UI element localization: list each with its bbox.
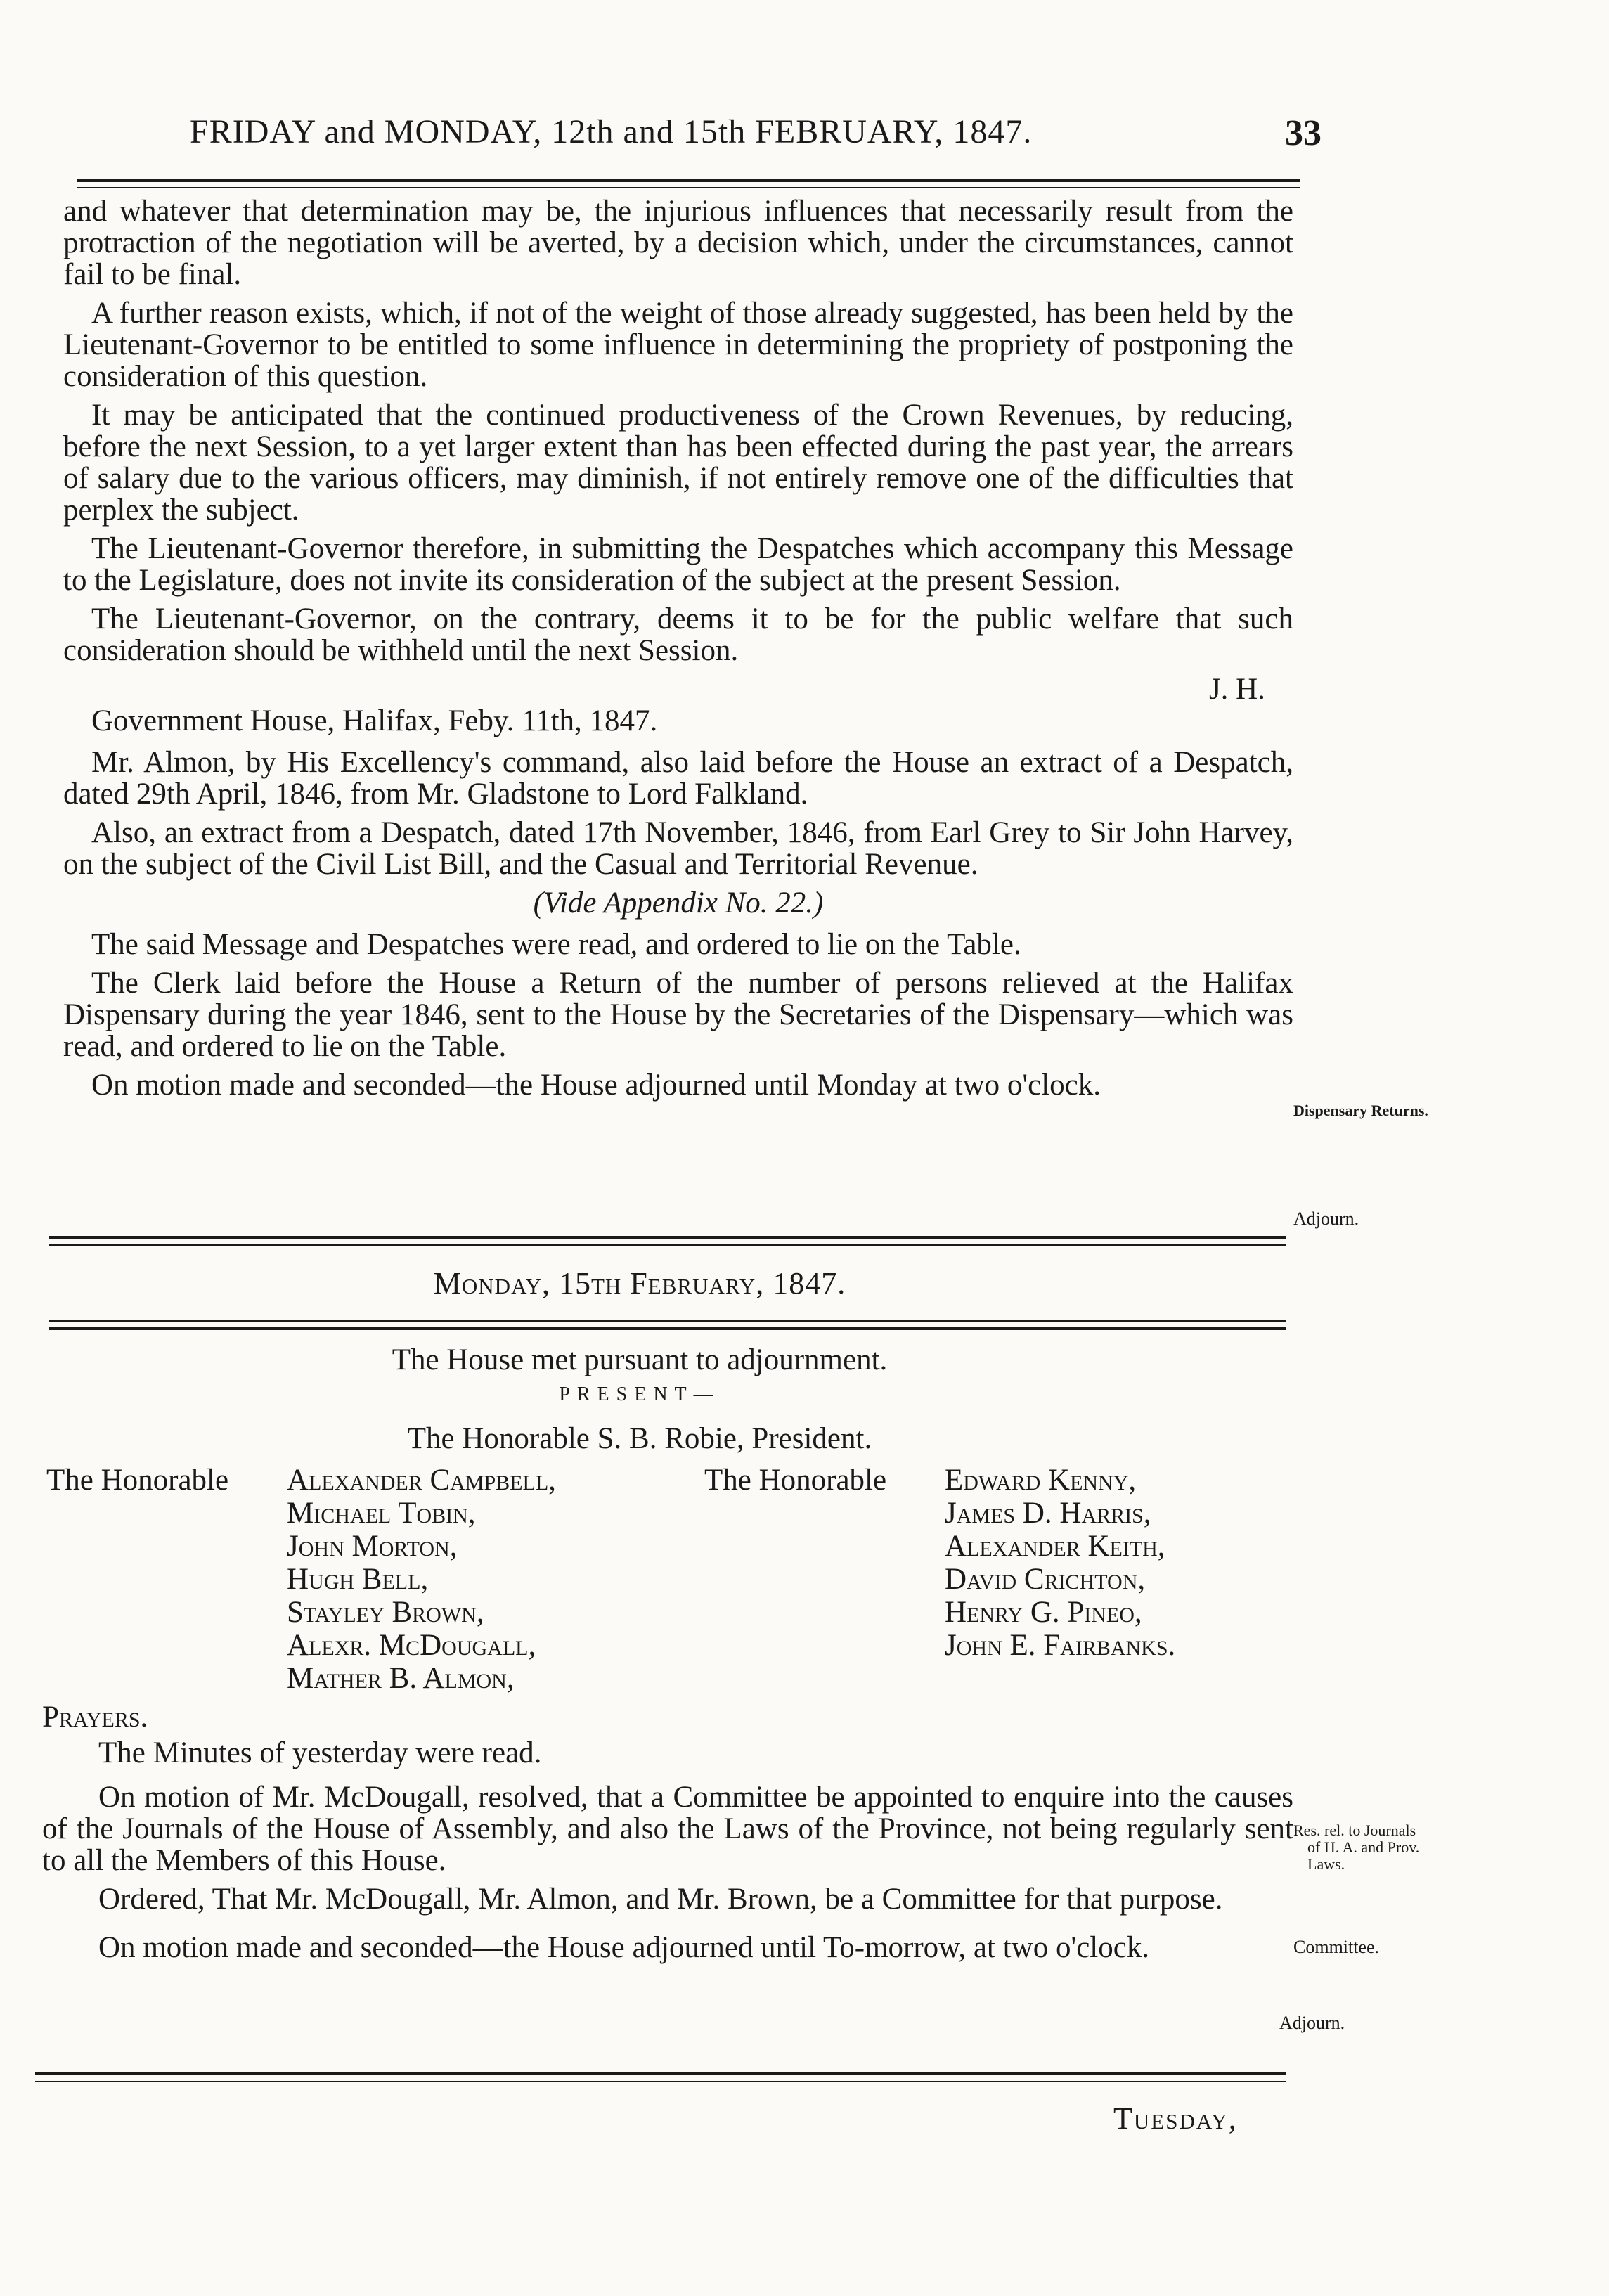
government-house-line: Government House, Halifax, Feby. 11th, 1847. xyxy=(91,704,658,737)
member-name: Alexr. McDougall, xyxy=(287,1629,536,1662)
members-right-column xyxy=(945,1464,1175,1662)
member-name: James D. Harris, xyxy=(945,1497,1151,1530)
prayers-line: Prayers. xyxy=(42,1701,148,1734)
paragraph: A further reason exists, which, if not of the weight of those already suggested, has been held by the Lieutenant-Governor to be entitled to some influence in determining the propriety of postponing the consideration of this question. xyxy=(63,297,1293,393)
house-met-line: The House met pursuant to adjournment. xyxy=(392,1343,888,1376)
margin-note-resolution xyxy=(1293,1822,1419,1873)
paragraph: The Lieutenant-Governor, on the contrary, deems it to be for the public welfare that such consideration should be withheld until the next Session. xyxy=(63,602,1293,667)
member-name: Mather B. Almon, xyxy=(287,1662,515,1695)
paragraph: The Minutes of yesterday were read. xyxy=(98,1736,542,1769)
margin-note-adjourn: Adjourn. xyxy=(1279,2013,1345,2033)
catchword: Tuesday, xyxy=(1113,2101,1238,2136)
member-name: Hugh Bell, xyxy=(287,1563,429,1596)
monday-heading: Monday, 15th February, 1847. xyxy=(433,1266,846,1301)
member-name: Edward Kenny, xyxy=(945,1464,1137,1497)
section-rule-thin xyxy=(49,1244,1286,1246)
section-rule-thin xyxy=(49,1320,1286,1322)
signature: J. H. xyxy=(1208,673,1265,706)
monday-text-block xyxy=(42,1701,1293,1971)
paragraph: The Clerk laid before the House a Return of the number of persons relieved at the Halifax Dispensary during the year 1846, sent to the House by the Secretaries of the Dispensary—which was read, and ordered to lie on the Table. xyxy=(63,967,1293,1063)
member-name: Henry G. Pineo, xyxy=(945,1596,1142,1629)
paragraph: It may be anticipated that the continued productiveness of the Crown Revenues, by reducing, before the next Session, to a yet larger extent than has been effected during the past year, the arrears of salary due to the various officers, may diminish, if not entirely remove one of the difficulties that perplex the subject. xyxy=(63,399,1293,527)
member-name: Stayley Brown, xyxy=(287,1596,484,1629)
section-rule xyxy=(49,1236,1286,1239)
paragraph: Mr. Almon, by His Excellency's command, also laid before the House an extract of a Despatch, dated 29th April, 1846, from Mr. Gladstone to Lord Falkland. xyxy=(63,746,1293,811)
margin-note-adjourn: Adjourn. xyxy=(1293,1208,1359,1229)
member-name: John E. Fairbanks. xyxy=(945,1629,1176,1662)
margin-note-committee: Committee. xyxy=(1293,1937,1380,1957)
appendix-reference: (Vide Appendix No. 22.) xyxy=(533,886,824,920)
footer-rule xyxy=(35,2072,1286,2075)
paragraph: Also, an extract from a Despatch, dated 17th November, 1846, from Earl Grey to Sir John Harvey, on the subject of the Civil List Bill, and the Casual and Territorial Revenue. xyxy=(63,816,1293,881)
paragraph: On motion made and seconded—the House adjourned until Monday at two o'clock. xyxy=(91,1069,1101,1102)
margin-note-line: Laws. xyxy=(1307,1855,1345,1873)
page-header xyxy=(169,112,1322,162)
page-number: 33 xyxy=(1285,113,1322,153)
members-right-prefix: The Honorable xyxy=(704,1464,887,1497)
margin-note-line: Res. rel. to Journals xyxy=(1293,1821,1416,1839)
header-rule-thin xyxy=(77,187,1300,188)
paragraph: and whatever that determination may be, the injurious influences that necessarily result from the protraction of the negotiation will be averted, by a decision which, under the circumstances, cannot fail to be final. xyxy=(63,195,1293,291)
footer-rule-thin xyxy=(35,2081,1286,2082)
president-line: The Honorable S. B. Robie, President. xyxy=(407,1422,872,1455)
paragraph: The Lieutenant-Governor therefore, in submitting the Despatches which accompany this Message to the Legislature, does not invite its consideration of the subject at the present Session. xyxy=(63,532,1293,597)
header-rule xyxy=(77,179,1300,182)
paragraph: The said Message and Despatches were read, and ordered to lie on the Table. xyxy=(91,928,1021,961)
member-name: John Morton, xyxy=(287,1530,458,1563)
paragraph: On motion of Mr. McDougall, resolved, that a Committee be appointed to enquire into the causes of the Journals of the House of Assembly, and also the Laws of the Province, not being regularly sent to all the Members of this House. xyxy=(42,1781,1293,1877)
paragraph: On motion made and seconded—the House adjourned until To-morrow, at two o'clock. xyxy=(98,1931,1150,1964)
members-left-column xyxy=(287,1464,556,1695)
member-name: Michael Tobin, xyxy=(287,1497,476,1530)
margin-note-dispensary: Dispensary Returns. xyxy=(1293,1102,1428,1119)
section-rule xyxy=(49,1327,1286,1330)
paragraph: Ordered, That Mr. McDougall, Mr. Almon, and Mr. Brown, be a Committee for that purpose. xyxy=(98,1883,1223,1916)
running-title: FRIDAY and MONDAY, 12th and 15th FEBRUARY, 1847. xyxy=(190,113,1033,150)
member-name: Alexander Campbell, xyxy=(287,1464,556,1497)
member-name: Alexander Keith, xyxy=(945,1530,1165,1563)
friday-text-block xyxy=(63,195,1293,1108)
members-left-prefix: The Honorable xyxy=(46,1464,229,1497)
margin-note-line: of H. A. and Prov. xyxy=(1307,1838,1420,1856)
present-label: PRESENT— xyxy=(559,1384,721,1405)
member-name: David Crichton, xyxy=(945,1563,1146,1596)
